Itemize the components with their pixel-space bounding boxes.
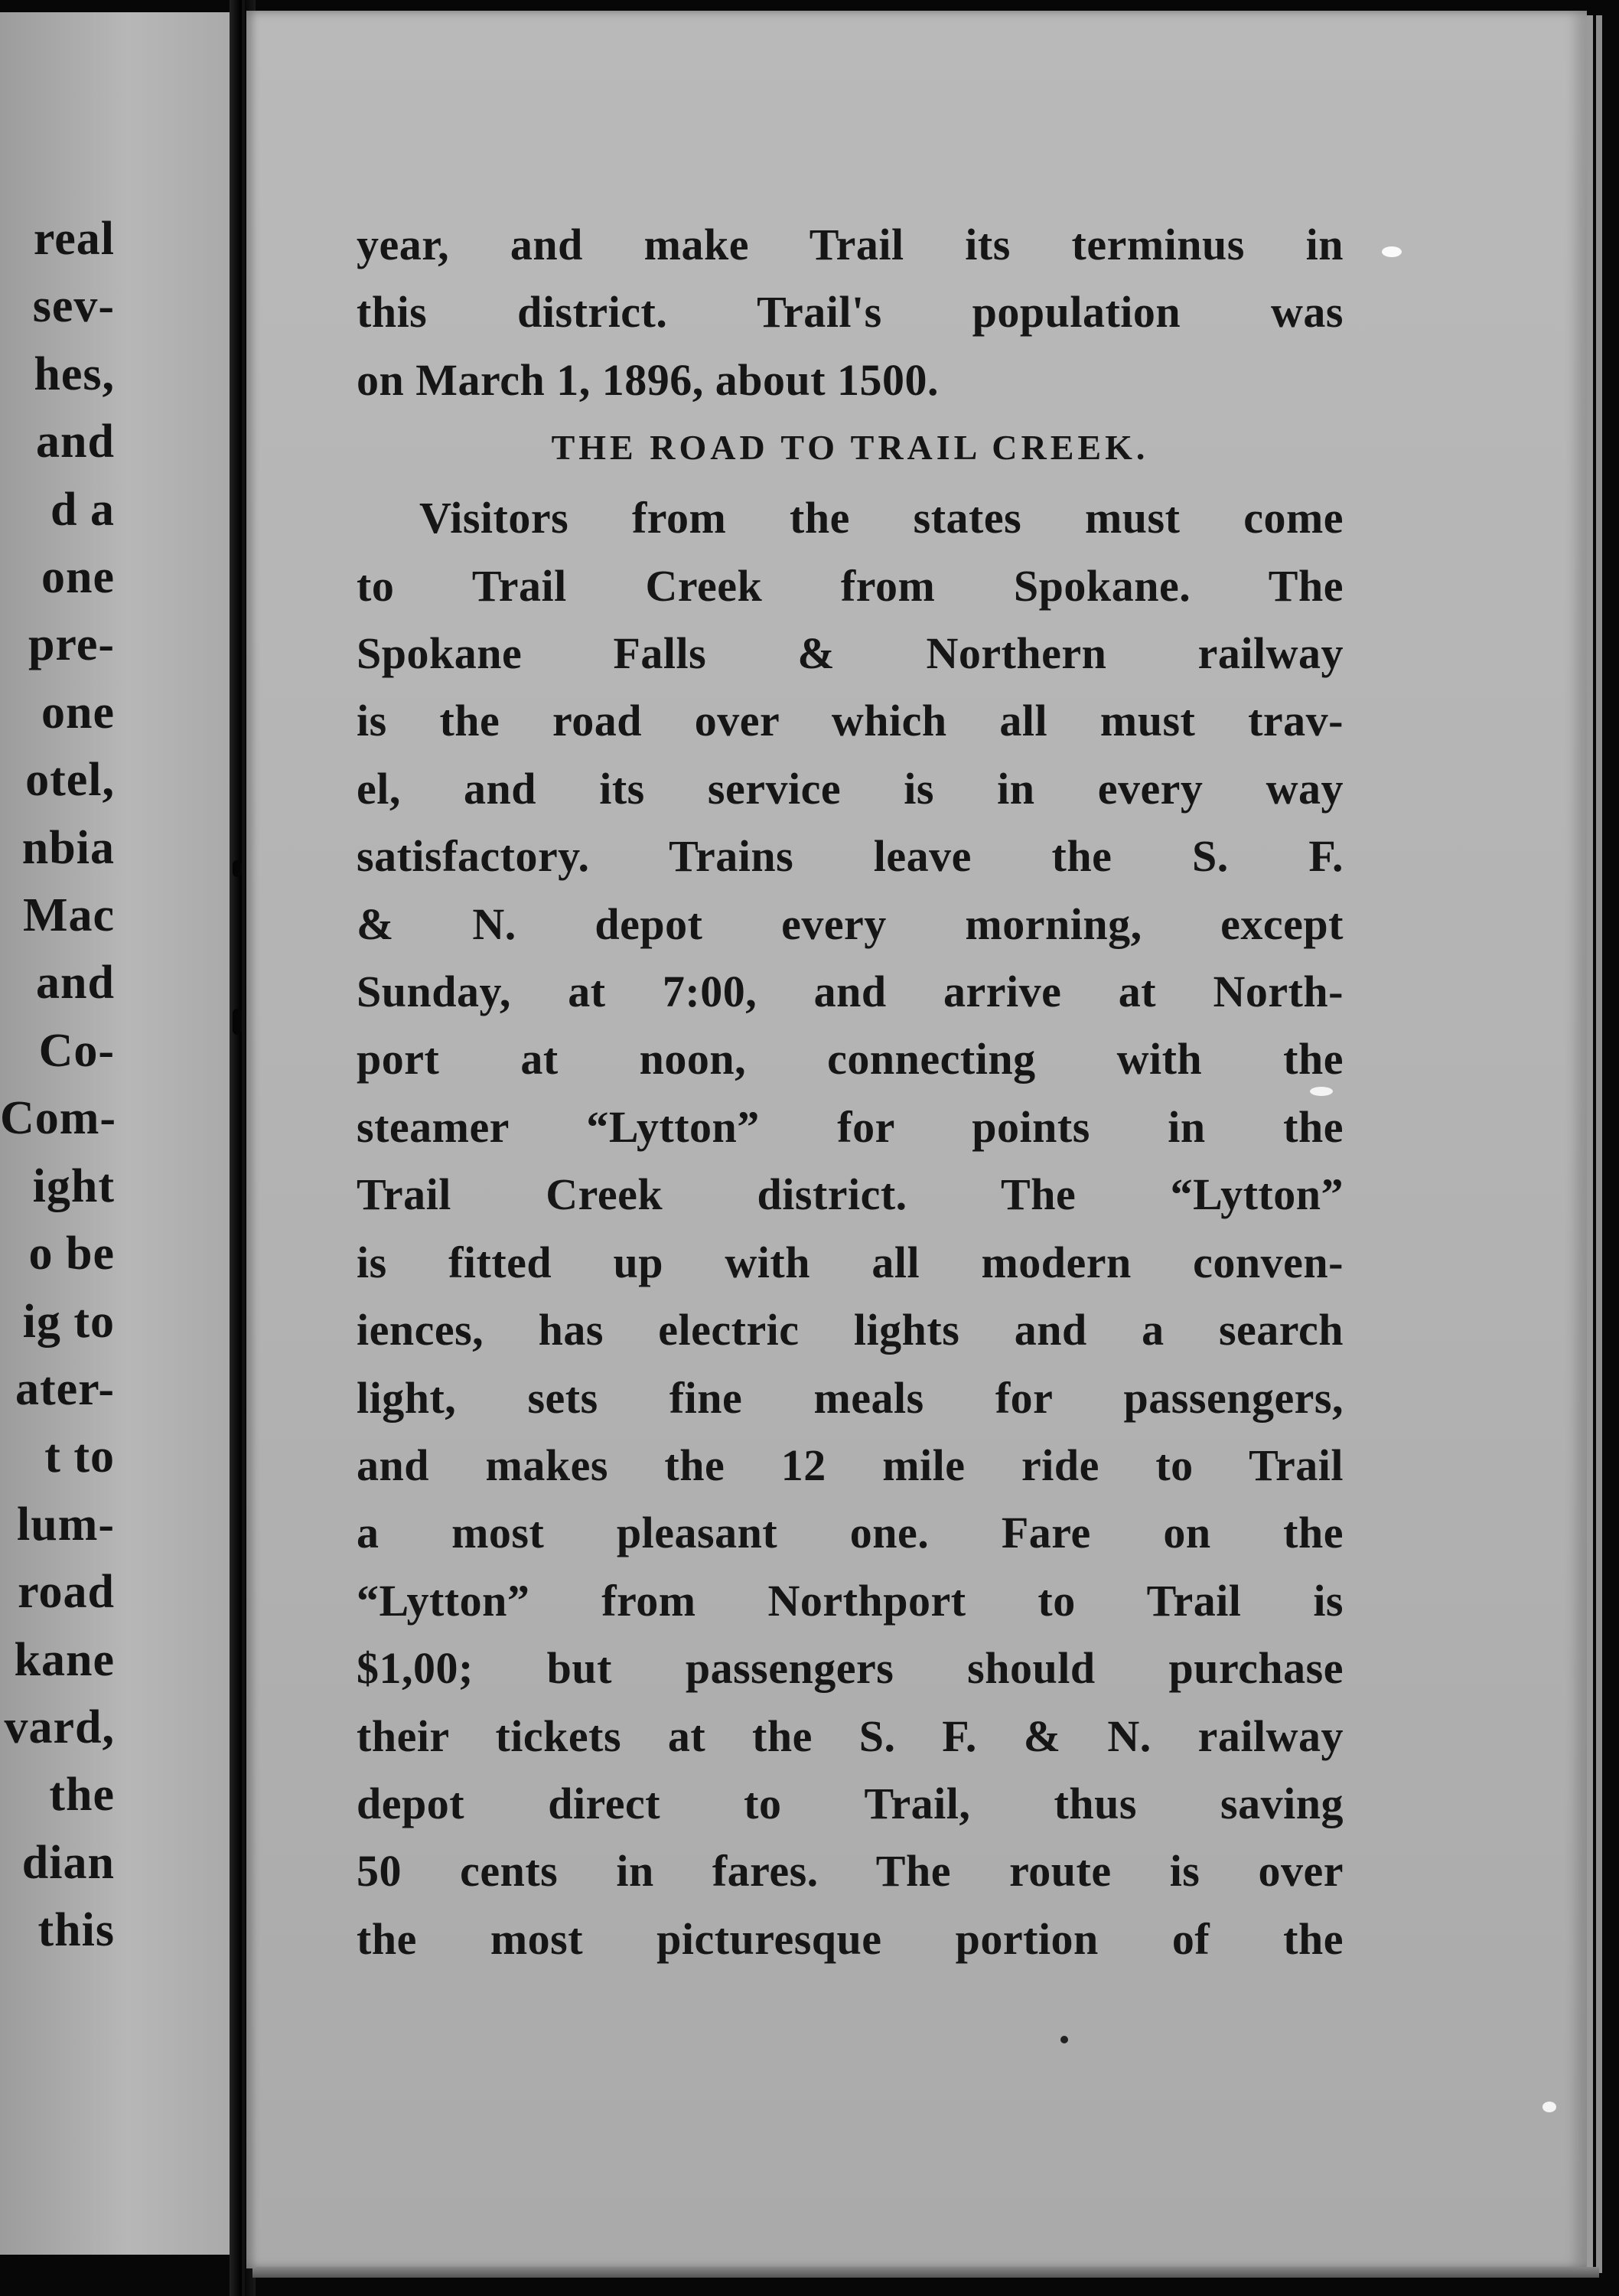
article-line: port at noon, connecting with the (357, 1034, 1344, 1084)
paper-speck (1542, 2102, 1556, 2112)
fragment-line: dian (21, 1836, 115, 1889)
fragment-line: nbia (21, 821, 115, 874)
article-line: on March 1, 1896, about 1500. (357, 354, 940, 405)
article-line: is fitted up with all modern conven- (357, 1237, 1344, 1287)
fragment-line: kane (14, 1633, 115, 1686)
fragment-line: and (36, 957, 115, 1009)
article-line: “Lytton” from Northport to Trail is (357, 1575, 1344, 1626)
article-line: & N. depot every morning, except (357, 899, 1344, 949)
article-line: 50 cents in fares. The route is over (357, 1846, 1344, 1896)
article-line: $1,00; but passengers should purchase (357, 1643, 1344, 1694)
fragment-line: ater- (15, 1362, 115, 1415)
article-line: Trail Creek district. The “Lytton” (357, 1169, 1344, 1220)
article-line: Visitors from the states must come (419, 493, 1344, 543)
page-edge (1587, 15, 1593, 2269)
fragment-line: road (18, 1566, 115, 1619)
fragment-line: lum- (17, 1498, 115, 1551)
fragment-line: this (37, 1904, 115, 1957)
article-line: to Trail Creek from Spokane. The (357, 560, 1344, 611)
fragment-line: otel, (25, 754, 115, 807)
fragment-line: hes, (34, 347, 115, 400)
fragment-line: Mac (22, 889, 115, 942)
article-line: satisfactory. Trains leave the S. F. (357, 831, 1344, 882)
article-line: this district. Trail's population was (357, 287, 1344, 338)
article-line: is the road over which all must trav- (357, 696, 1344, 746)
fold-line (242, 0, 245, 2296)
left-column-fragments (0, 205, 115, 1965)
fragment-line: o be (28, 1228, 115, 1280)
page-stack-bottom (252, 2267, 1599, 2278)
article-line: Sunday, at 7:00, and arrive at North- (357, 967, 1344, 1017)
article-line: light, sets fine meals for passengers, (357, 1372, 1344, 1423)
ink-speck (1060, 2036, 1068, 2043)
article-line: depot direct to Trail, thus saving (357, 1778, 1344, 1828)
fragment-line: vard, (4, 1701, 115, 1753)
binding-mark (233, 1009, 242, 1035)
article-line: their tickets at the S. F. & N. railway (357, 1711, 1344, 1761)
article-line: and makes the 12 mile ride to Trail (357, 1440, 1344, 1490)
fragment-line: pre- (28, 618, 115, 671)
article-line: the most picturesque portion of the (357, 1913, 1344, 1964)
fragment-line: and (36, 416, 115, 468)
fragment-line: one (41, 551, 115, 604)
article-line: iences, has electric lights and a search (357, 1305, 1344, 1355)
fragment-line: real (33, 213, 115, 265)
article-line: steamer “Lytton” for points in the (357, 1101, 1344, 1152)
article-line: el, and its service is in every way (357, 763, 1344, 814)
fragment-line: ight (32, 1159, 115, 1212)
fragment-line: t to (44, 1430, 115, 1483)
article-column (357, 211, 1344, 1973)
paper-speck (1382, 246, 1402, 257)
section-heading: THE ROAD TO TRAIL CREEK. (551, 428, 1149, 468)
article-line: a most pleasant one. Fare on the (357, 1508, 1344, 1558)
article-line: year, and make Trail its terminus in (357, 220, 1344, 269)
fragment-line: ig to (22, 1295, 115, 1348)
fragment-line: sev- (32, 280, 115, 333)
binding-mark (233, 860, 242, 877)
fragment-line: d a (50, 483, 115, 536)
article-line: Spokane Falls & Northern railway (357, 628, 1344, 679)
fragment-line: one (41, 686, 115, 739)
fragment-line: Co- (38, 1024, 115, 1077)
fragment-line: Com- (0, 1092, 117, 1145)
page-edge (1596, 15, 1602, 2273)
fragment-line: the (49, 1769, 115, 1821)
